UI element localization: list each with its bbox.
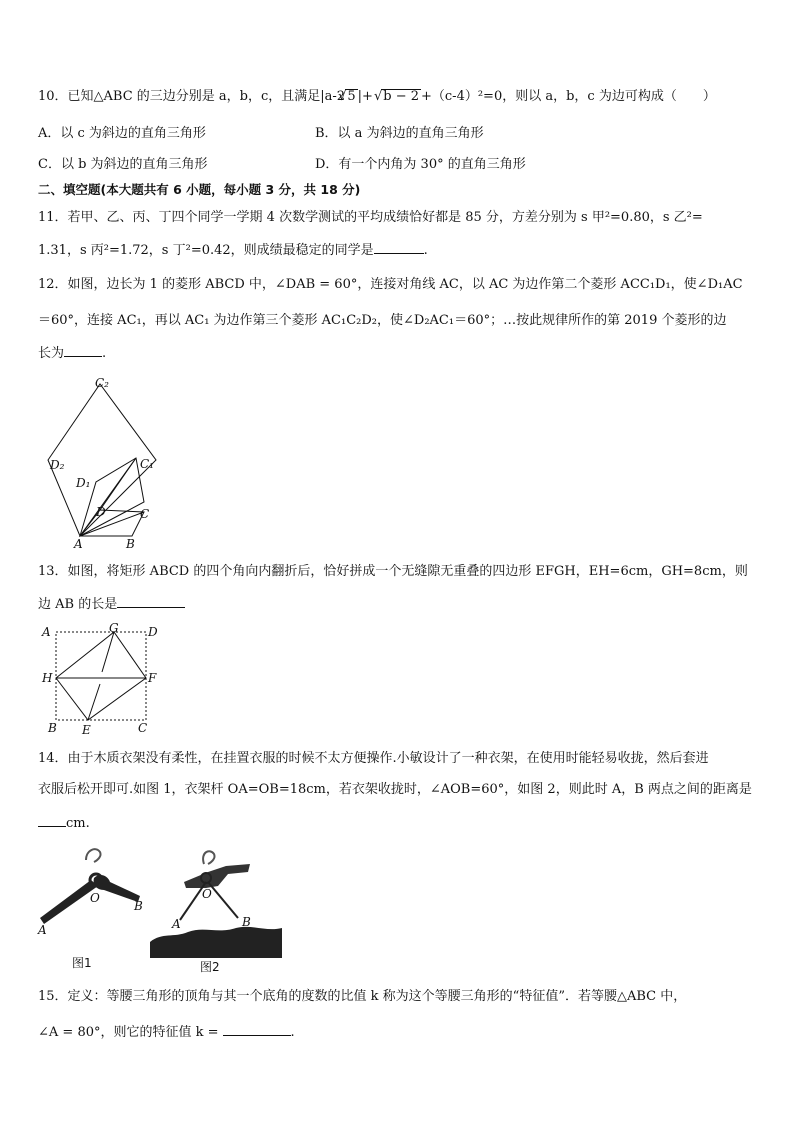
q12-label-d: D <box>96 505 106 519</box>
q10-sqrt-5: √ 5 <box>345 89 358 104</box>
q13-rectangle-abcd <box>56 632 146 720</box>
q12-label-b: B <box>126 537 135 551</box>
fig2-label-a: A <box>172 917 181 931</box>
fig2-label-o: O <box>202 887 212 901</box>
q12-rhombus-figure <box>40 372 170 552</box>
q14-line-1: 14．由于木质衣架没有柔性，在挂置衣服的时候不太方便操作.小敏设计了一种衣架，在使用时能轻易收拢，然后套进 <box>38 751 709 766</box>
q12-label-c2: C₂ <box>95 376 109 390</box>
hanger-hook <box>86 849 101 862</box>
q12-label-a: A <box>74 537 83 551</box>
q12-line-3-text: 长为 <box>38 346 65 361</box>
q10-option-a: A．以 c 为斜边的直角三角形 <box>38 126 206 141</box>
q11-line-2 <box>38 240 428 260</box>
fig2-label-b: B <box>242 915 251 929</box>
fig1-label-o: O <box>90 891 100 905</box>
q12-label-d1: D₁ <box>76 476 91 490</box>
fig2-caption: 图2 <box>200 960 220 974</box>
q14-line-2: 衣服后松开即可.如图 1，衣架杆 OA=OB=18cm，若衣架收拢时，∠AOB=60°，如图 2，则此时 A，B 两点之间的距离是 <box>38 782 752 797</box>
q13-line-1: 13．如图，将矩形 ABCD 的四个角向内翻折后，恰好拼成一个无缝隙无重叠的四边形 EFGH，EH=6cm，GH=8cm，则 <box>38 564 748 579</box>
q13-label-h: H <box>42 671 53 685</box>
q11-period: . <box>423 243 428 258</box>
fig1-label-a: A <box>38 923 47 937</box>
q13-label-b: B <box>48 721 57 735</box>
q15-line-2-text: ∠A = 80°，则它的特征值 k = <box>38 1025 219 1040</box>
q13-line-2 <box>38 594 185 614</box>
q12-period: . <box>102 346 107 361</box>
section-2-title: 二、填空题(本大题共有 6 小题，每小题 3 分，共 18 分) <box>38 182 361 197</box>
q14-line-3 <box>38 813 90 833</box>
q13-rectangle-figure <box>38 620 168 738</box>
q13-fold-line-2 <box>102 632 114 672</box>
q10-mid: |+ <box>357 89 373 104</box>
q10-option-d: D．有一个内角为 30° 的直角三角形 <box>315 157 526 172</box>
hanger2-cloth <box>150 927 282 958</box>
q11-line-2-text: 1.31，s 丙²=1.72，s 丁²=0.42，则成绩最稳定的同学是 <box>38 243 374 258</box>
fig1-caption: 图1 <box>72 956 92 970</box>
q10-suffix: +（c-4）²=0，则以 a，b，c 为边可构成（ ） <box>421 89 716 104</box>
q12-line-1: 12．如图，边长为 1 的菱形 ABCD 中，∠DAB = 60°，连接对角线 AC，以 AC 为边作第二个菱形 ACC₁D₁，使∠D₁AC <box>38 277 743 292</box>
q15-answer-blank[interactable] <box>223 1022 291 1036</box>
q15-line-1: 15．定义：等腰三角形的顶角与其一个底角的度数的比值 k 称为这个等腰三角形的“特征值”．若等腰△ABC 中， <box>38 989 687 1004</box>
q15-line-2 <box>38 1022 295 1042</box>
q12-line-2: ＝60°，连接 AC₁，再以 AC₁ 为边作第三个菱形 AC₁C₂D₂，使∠D₂AC₁＝60°；…按此规律所作的第 2019 个菱形的边 <box>38 313 727 328</box>
q12-answer-blank[interactable] <box>64 343 102 357</box>
q12-label-c: C <box>140 507 150 521</box>
q13-label-e: E <box>82 723 91 737</box>
q14-hanger-figure-2 <box>148 842 288 960</box>
q10-option-b: B．以 a 为斜边的直角三角形 <box>315 126 484 141</box>
q12-line-3 <box>38 343 106 363</box>
q13-answer-blank[interactable] <box>117 594 185 608</box>
q12-diagonal-extra <box>100 458 136 510</box>
q12-label-d2: D₂ <box>50 458 65 472</box>
q13-label-a: A <box>42 625 51 639</box>
hanger2-arm-ob <box>208 882 238 918</box>
q10-stem <box>38 88 716 106</box>
q13-label-d: D <box>148 625 158 639</box>
q13-fold-line-3 <box>88 684 100 720</box>
q14-unit: cm. <box>66 816 90 831</box>
hanger2-hook <box>203 851 214 864</box>
q10-prefix: 10．已知△ABC 的三边分别是 a，b，c，且满足|a-2 <box>38 89 346 104</box>
q13-line-2-text: 边 AB 的长是 <box>38 597 118 612</box>
q14-answer-blank[interactable] <box>38 813 66 827</box>
q13-label-f: F <box>148 671 157 685</box>
q11-line-1: 11．若甲、乙、丙、丁四个同学一学期 4 次数学测试的平均成绩恰好都是 85 分，方差分别为 s 甲²=0.80，s 乙²= <box>38 210 703 225</box>
hanger2-grip <box>184 864 250 888</box>
q13-quad-efgh <box>56 632 146 720</box>
q13-label-g: G <box>109 621 119 635</box>
q12-label-c1: C₁ <box>140 457 154 471</box>
fig1-label-b: B <box>134 899 143 913</box>
q11-answer-blank[interactable] <box>374 240 424 254</box>
q14-hanger-figure-1 <box>36 842 156 942</box>
q13-label-c: C <box>138 721 148 735</box>
q10-sqrt-b-2: √ b − 2 <box>381 89 421 104</box>
q15-period: . <box>290 1025 295 1040</box>
q10-option-c: C．以 b 为斜边的直角三角形 <box>38 157 208 172</box>
